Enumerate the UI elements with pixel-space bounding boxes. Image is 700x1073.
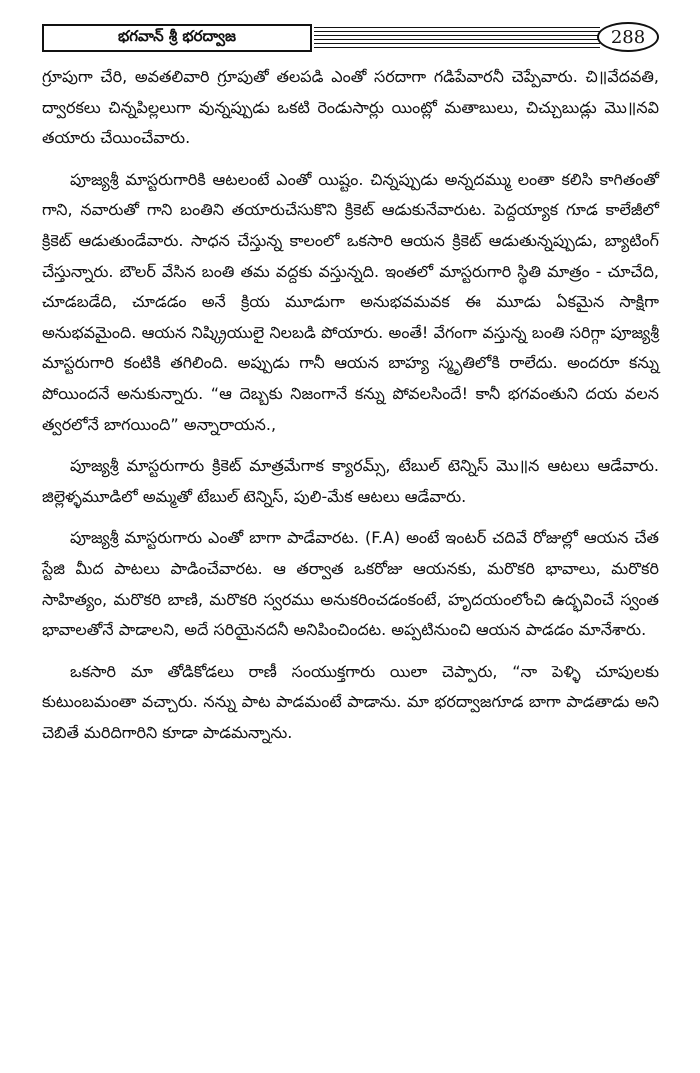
running-title: భగవాన్ శ్రీ భరద్వాజ — [42, 24, 312, 52]
header-rule-lines — [314, 27, 600, 49]
paragraph: పూజ్యశ్రీ మాస్టరుగారికి ఆటలంటే ఎంతో యిష్టం. చిన్నప్పుడు అన్నదమ్ము లంతా కలిసి కాగితంతో గాని, నవారుతో గాని బంతిని తయారుచేసుకొని క్రికెట్ ఆడుకునేవారుట. పెద్దయ్యాక గూడ కాలేజీలో క్రికెట్ ఆడుతుండేవారు. సాధన చేస్తున్న కాలంలో ఒకసారి ఆయన క్రికెట్ ఆడుతున్నప్పుడు, బ్యాటింగ్ చేస్తున్నారు. బౌలర్ వేసిన బంతి తమ వద్దకు వస్తున్నది. ఇంతలో మాస్టరుగారి స్థితి మాత్రం - చూచేది, చూడబడేది, చూడడం అనే క్రియ మూడుగా అనుభవమవక ఈ మూడు ఏకమైన సాక్షిగా అనుభవమైంది. ఆయన నిష్క్రియులై నిలబడి పోయారు. అంతే! వేగంగా వస్తున్న బంతి సరిగ్గా పూజ్యశ్రీ మాస్టరుగారి కంటికి తగిలింది. అప్పుడు గానీ ఆయన బాహ్య స్మృతిలోకి రాలేదు. అందరూ కన్ను పోయిందనే అనుకున్నారు. “ఆ దెబ్బకు నిజంగానే కన్ను పోవలసిందే! కానీ భగవంతుని దయ వలన త్వరలోనే బాగయింది” అన్నారాయన., — [42, 169, 659, 434]
page-body — [42, 62, 659, 759]
paragraph-continued: గ్రూపుగా చేరి, అవతలివారి గ్రూపుతో తలపడి ఎంతో సరదాగా గడిపేవారనీ చెప్పేవారు. చి॥వేదవతి, ద్వారకలు చిన్నపిల్లలుగా వున్నప్పుడు ఒకటి రెండుసార్లు యింట్లో మతాబులు, చిచ్చుబుడ్లు మొ॥నవి తయారు చేయించేవారు. — [42, 67, 659, 148]
page-number: 288 — [597, 22, 659, 52]
page-header — [42, 24, 659, 54]
paragraph: పూజ్యశ్రీ మాస్టరుగారు ఎంతో బాగా పాడేవారట. (F.A) అంటే ఇంటర్ చదివే రోజుల్లో ఆయన చేత స్టేజి మీద పాటలు పాడించేవారట. ఆ తర్వాత ఒకరోజు ఆయనకు, మరొకరి భావాలు, మరొకరి సాహిత్యం, మరొకరి బాణి, మరొకరి స్వరము అనుకరించడంకంటే, హృదయంలోంచి ఉద్భవించే స్వంత భావాలతోనే పాడాలని, అదే సరియైనదనీ అనిపించిందట. అప్పటినుంచి ఆయన పాడడం మానేశారు. — [42, 528, 659, 640]
paragraph: పూజ్యశ్రీ మాస్టరుగారు క్రికెట్ మాత్రమేగాక క్యారమ్స్, టేబుల్ టెన్నిస్ మొ॥న ఆటలు ఆడేవారు. జిల్లెళ్ళమూడిలో అమ్మతో టేబుల్ టెన్నిస్, పులి-మేక ఆటలు ఆడేవారు. — [42, 456, 659, 506]
paragraph: ఒకసారి మా తోడికోడలు రాణీ సంయుక్తగారు యిలా చెప్పారు, “నా పెళ్ళి చూపులకు కుటుంబమంతా వచ్చారు. నన్ను పాట పాడమంటే పాడాను. మా భరద్వాజగూడ బాగా పాడతాడు అని చెబితే మరిదిగారిని కూడా పాడమన్నాను. — [42, 661, 659, 742]
